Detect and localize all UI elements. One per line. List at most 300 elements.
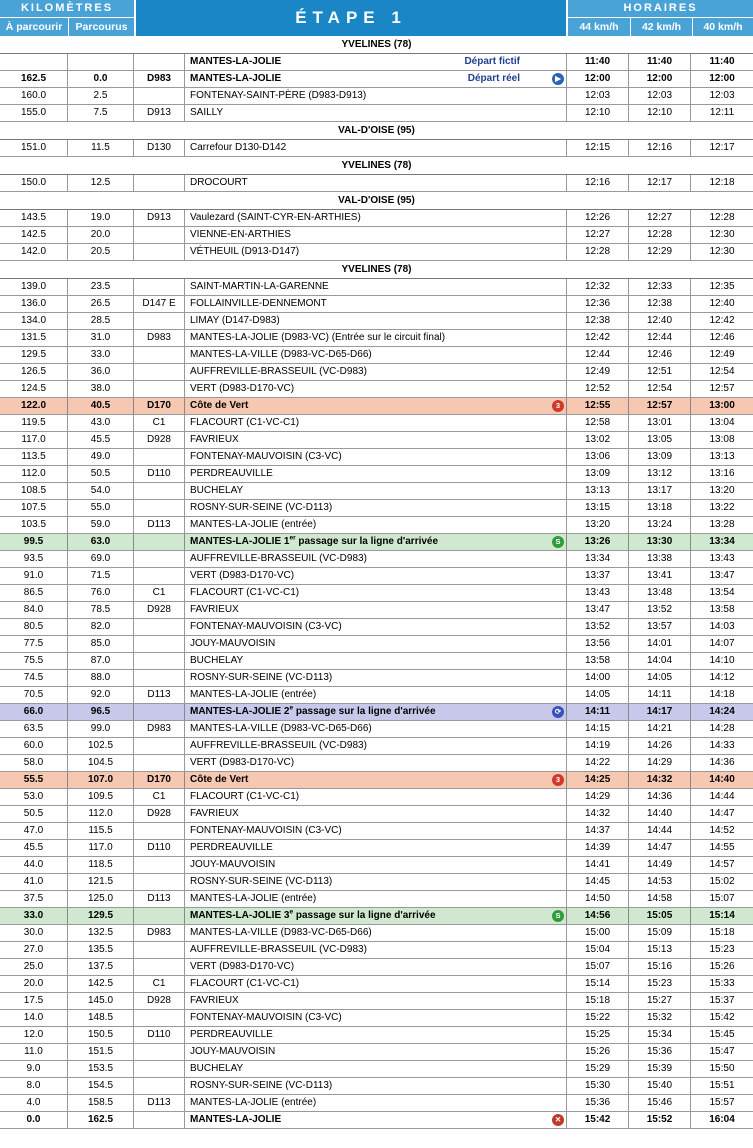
- place-cell: [185, 54, 567, 70]
- place-name: FLACOURT (C1-VC-C1): [190, 587, 300, 598]
- place-cell: [185, 140, 567, 156]
- time-44: 12:42: [567, 330, 629, 346]
- time-44: 15:26: [567, 1044, 629, 1060]
- km-a-parcourir: 17.5: [0, 993, 68, 1009]
- time-42: 12:16: [629, 140, 691, 156]
- place-name: MANTES-LA-JOLIE: [190, 56, 282, 67]
- time-44: 14:11: [567, 704, 629, 720]
- km-parcourus: 0.0: [68, 71, 134, 87]
- km-a-parcourir: 4.0: [0, 1095, 68, 1111]
- time-42: 15:13: [629, 942, 691, 958]
- table-row: [0, 959, 753, 976]
- department-header: YVELINES (78): [0, 261, 753, 279]
- place-name: BUCHELAY: [190, 655, 244, 666]
- time-44: 13:20: [567, 517, 629, 533]
- km-parcourus: 36.0: [68, 364, 134, 380]
- km-a-parcourir: 47.0: [0, 823, 68, 839]
- km-parcourus: 7.5: [68, 105, 134, 121]
- place-cell: [185, 670, 567, 686]
- time-44: 12:58: [567, 415, 629, 431]
- time-40: 13:00: [709, 400, 735, 411]
- road-number: D110: [134, 840, 185, 856]
- road-number: [134, 279, 185, 295]
- place-name: Côte de Vert: [190, 774, 249, 785]
- time-44: 15:36: [567, 1095, 629, 1111]
- km-a-parcourir: 14.0: [0, 1010, 68, 1026]
- time-42: 12:00: [629, 71, 691, 87]
- km-parcourus: 54.0: [68, 483, 134, 499]
- road-number: [134, 244, 185, 260]
- place-name: PERDREAUVILLE: [190, 1029, 273, 1040]
- table-row: [0, 432, 753, 449]
- road-number: [134, 942, 185, 958]
- place-cell: [185, 704, 567, 720]
- place-cell: [185, 874, 567, 890]
- time-44: 12:55: [567, 398, 629, 414]
- km-parcourus: 158.5: [68, 1095, 134, 1111]
- time-44: 15:29: [567, 1061, 629, 1077]
- time-40: 14:36: [709, 757, 735, 768]
- km-parcourus: 102.5: [68, 738, 134, 754]
- km-parcourus: 11.5: [68, 140, 134, 156]
- km-a-parcourir: 117.0: [0, 432, 68, 448]
- table-row: [0, 942, 753, 959]
- time-42: 12:28: [629, 227, 691, 243]
- km-a-parcourir: 131.5: [0, 330, 68, 346]
- time-40: 15:14: [709, 910, 735, 921]
- place-name: JOUY-MAUVOISIN: [190, 859, 276, 870]
- place-name: FLACOURT (C1-VC-C1): [190, 417, 300, 428]
- place-cell: [185, 279, 567, 295]
- road-number: D130: [134, 140, 185, 156]
- km-parcourus: 2.5: [68, 88, 134, 104]
- parcourus-header: Parcourus: [68, 18, 134, 36]
- time-44: 12:27: [567, 227, 629, 243]
- kilometres-title: KILOMÈTRES: [0, 0, 134, 18]
- time-40: 12:30: [709, 229, 735, 240]
- time-42: 15:39: [629, 1061, 691, 1077]
- time-42: 13:17: [629, 483, 691, 499]
- road-number: [134, 88, 185, 104]
- km-a-parcourir: 11.0: [0, 1044, 68, 1060]
- passage-number: 1: [281, 536, 290, 547]
- place-name: VERT (D983-D170-VC): [190, 961, 295, 972]
- place-name: AUFFREVILLE-BRASSEUIL (VC-D983): [190, 553, 367, 564]
- km-a-parcourir: 33.0: [0, 908, 68, 924]
- road-number: [134, 364, 185, 380]
- place-cell: [185, 244, 567, 260]
- road-number: [134, 500, 185, 516]
- time-40: 14:52: [709, 825, 735, 836]
- place-cell: [185, 398, 567, 414]
- road-number: [134, 908, 185, 924]
- km-parcourus: 142.5: [68, 976, 134, 992]
- km-parcourus: 150.5: [68, 1027, 134, 1043]
- place-name: BUCHELAY: [190, 1063, 244, 1074]
- place-name: SAINT-MARTIN-LA-GARENNE: [190, 281, 329, 292]
- time-40: 14:57: [709, 859, 735, 870]
- km-parcourus: 104.5: [68, 755, 134, 771]
- time-44: 12:10: [567, 105, 629, 121]
- horaires-title: HORAIRES: [568, 0, 753, 18]
- km-a-parcourir: 12.0: [0, 1027, 68, 1043]
- place-cell: [185, 432, 567, 448]
- road-number: [134, 449, 185, 465]
- km-parcourus: 162.5: [68, 1112, 134, 1128]
- place-name: FLACOURT (C1-VC-C1): [190, 791, 300, 802]
- time-42: 12:38: [629, 296, 691, 312]
- time-40: 13:04: [709, 417, 735, 428]
- time-40: 14:44: [709, 791, 735, 802]
- time-40: 14:40: [709, 774, 735, 785]
- km-a-parcourir: 126.5: [0, 364, 68, 380]
- table-row: [0, 105, 753, 122]
- kilometres-header: [0, 0, 134, 36]
- table-row: [0, 534, 753, 551]
- table-row: [0, 364, 753, 381]
- time-42: 15:34: [629, 1027, 691, 1043]
- passage-ordinal: er: [289, 534, 296, 542]
- road-number: D928: [134, 993, 185, 1009]
- km-a-parcourir: 103.5: [0, 517, 68, 533]
- time-40: 13:58: [709, 604, 735, 615]
- time-42: 13:09: [629, 449, 691, 465]
- km-a-parcourir: 8.0: [0, 1078, 68, 1094]
- road-number: C1: [134, 415, 185, 431]
- table-row: [0, 585, 753, 602]
- time-42: 15:23: [629, 976, 691, 992]
- place-name: PERDREAUVILLE: [190, 468, 273, 479]
- place-cell: [185, 568, 567, 584]
- km-a-parcourir: 112.0: [0, 466, 68, 482]
- road-number: D913: [134, 105, 185, 121]
- road-number: [134, 1078, 185, 1094]
- road-number: D110: [134, 1027, 185, 1043]
- km-a-parcourir: 162.5: [0, 71, 68, 87]
- time-42: 12:27: [629, 210, 691, 226]
- table-row: [0, 789, 753, 806]
- road-number: [134, 1044, 185, 1060]
- department-header: VAL-D'OISE (95): [0, 192, 753, 210]
- table-row: [0, 313, 753, 330]
- time-44: 15:00: [567, 925, 629, 941]
- time-44: 12:44: [567, 347, 629, 363]
- km-a-parcourir: 60.0: [0, 738, 68, 754]
- time-44: 15:22: [567, 1010, 629, 1026]
- km-a-parcourir: 86.5: [0, 585, 68, 601]
- a-parcourir-header: À parcourir: [5, 21, 63, 33]
- time-42: 14:17: [629, 704, 691, 720]
- km-a-parcourir: 122.0: [0, 398, 68, 414]
- table-row: [0, 244, 753, 261]
- road-number: [134, 636, 185, 652]
- place-name: VERT (D983-D170-VC): [190, 383, 295, 394]
- place-name: MANTES-LA-VILLE (D983-VC-D65-D66): [190, 349, 372, 360]
- time-42: 14:40: [629, 806, 691, 822]
- time-40: 13:08: [709, 434, 735, 445]
- table-row: [0, 772, 753, 789]
- place-cell: [185, 175, 567, 191]
- place-cell: [185, 738, 567, 754]
- km-a-parcourir: 66.0: [0, 704, 68, 720]
- km-parcourus: 49.0: [68, 449, 134, 465]
- time-44: 13:09: [567, 466, 629, 482]
- road-number: [134, 653, 185, 669]
- place-name: MANTES-LA-VILLE (D983-VC-D65-D66): [190, 723, 372, 734]
- time-44: 14:32: [567, 806, 629, 822]
- time-42: 15:16: [629, 959, 691, 975]
- road-number: [134, 381, 185, 397]
- time-42: 15:46: [629, 1095, 691, 1111]
- table-row: [0, 687, 753, 704]
- km-a-parcourir: 55.5: [0, 772, 68, 788]
- table-row: [0, 54, 753, 71]
- km-a-parcourir: 9.0: [0, 1061, 68, 1077]
- km-a-parcourir: 63.5: [0, 721, 68, 737]
- road-number: C1: [134, 976, 185, 992]
- km-parcourus: 40.5: [68, 398, 134, 414]
- km-parcourus: 129.5: [68, 908, 134, 924]
- km-a-parcourir: 45.5: [0, 840, 68, 856]
- time-42: 13:18: [629, 500, 691, 516]
- sprint-icon: S: [552, 536, 564, 548]
- time-42: 13:12: [629, 466, 691, 482]
- km-a-parcourir: 75.5: [0, 653, 68, 669]
- km-a-parcourir: 27.0: [0, 942, 68, 958]
- time-44: 12:16: [567, 175, 629, 191]
- time-44: 13:52: [567, 619, 629, 635]
- time-42: 13:05: [629, 432, 691, 448]
- time-44: 13:02: [567, 432, 629, 448]
- km-parcourus: 145.0: [68, 993, 134, 1009]
- place-name: FONTENAY-MAUVOISIN (C3-VC): [190, 825, 342, 836]
- time-40: 13:22: [709, 502, 735, 513]
- table-row: [0, 1061, 753, 1078]
- time-44: 13:56: [567, 636, 629, 652]
- time-40: 15:47: [709, 1046, 735, 1057]
- time-44: 12:32: [567, 279, 629, 295]
- place-cell: [185, 449, 567, 465]
- place-name: Carrefour D130-D142: [190, 142, 287, 153]
- place-cell: [185, 517, 567, 533]
- table-row: [0, 71, 753, 88]
- km-parcourus: 109.5: [68, 789, 134, 805]
- passage-number: 3: [281, 910, 290, 921]
- place-cell: [185, 1027, 567, 1043]
- table-row: [0, 704, 753, 721]
- place-cell: [185, 721, 567, 737]
- horaires-header: [568, 0, 753, 36]
- time-42: 12:44: [629, 330, 691, 346]
- table-row: [0, 483, 753, 500]
- time-44: 14:05: [567, 687, 629, 703]
- time-42: 14:11: [629, 687, 691, 703]
- place-cell: [185, 806, 567, 822]
- time-44: 13:34: [567, 551, 629, 567]
- table-row: [0, 619, 753, 636]
- time-44: 13:58: [567, 653, 629, 669]
- km-a-parcourir: 93.5: [0, 551, 68, 567]
- road-number: [134, 874, 185, 890]
- table-row: [0, 636, 753, 653]
- road-number: D983: [134, 330, 185, 346]
- time-44: 14:25: [567, 772, 629, 788]
- km-parcourus: 45.5: [68, 432, 134, 448]
- time-40: 15:51: [709, 1080, 735, 1091]
- place-name: MANTES-LA-JOLIE: [190, 910, 282, 921]
- time-44: 13:47: [567, 602, 629, 618]
- table-row: [0, 140, 753, 157]
- road-number: [134, 54, 185, 70]
- km-parcourus: 20.0: [68, 227, 134, 243]
- time-44: 13:15: [567, 500, 629, 516]
- time-42: 12:40: [629, 313, 691, 329]
- table-row: [0, 330, 753, 347]
- time-44: 14:19: [567, 738, 629, 754]
- time-42: 12:33: [629, 279, 691, 295]
- place-name: DROCOURT: [190, 177, 248, 188]
- road-number: [134, 857, 185, 873]
- place-cell: [185, 925, 567, 941]
- lap-icon: ⟳: [552, 706, 564, 718]
- table-row: [0, 381, 753, 398]
- table-row: [0, 449, 753, 466]
- time-40: 12:18: [709, 177, 735, 188]
- time-42: 13:30: [629, 534, 691, 550]
- km-parcourus: 23.5: [68, 279, 134, 295]
- time-42: 14:47: [629, 840, 691, 856]
- department-header: VAL-D'OISE (95): [0, 122, 753, 140]
- time-44: 12:49: [567, 364, 629, 380]
- time-40: 12:11: [709, 107, 735, 118]
- time-40: 15:57: [709, 1097, 735, 1108]
- km-a-parcourir: 84.0: [0, 602, 68, 618]
- table-row: [0, 755, 753, 772]
- time-42: 13:52: [629, 602, 691, 618]
- time-44: 12:03: [567, 88, 629, 104]
- km-a-parcourir: 44.0: [0, 857, 68, 873]
- passage-ordinal: e: [289, 908, 294, 916]
- km-parcourus: 26.5: [68, 296, 134, 312]
- table-row: [0, 466, 753, 483]
- km-a-parcourir: 41.0: [0, 874, 68, 890]
- table-row: [0, 1095, 753, 1112]
- time-44: 15:18: [567, 993, 629, 1009]
- place-cell: [185, 500, 567, 516]
- time-44: 15:14: [567, 976, 629, 992]
- km-parcourus: 117.0: [68, 840, 134, 856]
- time-40: 15:02: [709, 876, 735, 887]
- road-number: [134, 227, 185, 243]
- place-cell: [185, 71, 567, 87]
- place-name: BUCHELAY: [190, 485, 244, 496]
- table-row: [0, 398, 753, 415]
- road-number: D113: [134, 687, 185, 703]
- depart-note: Départ réel: [467, 73, 520, 84]
- time-40: 14:10: [709, 655, 735, 666]
- road-number: [134, 313, 185, 329]
- place-cell: [185, 755, 567, 771]
- time-40: 12:30: [709, 246, 735, 257]
- km-a-parcourir: 107.5: [0, 500, 68, 516]
- passage-note: passage sur la ligne d'arrivée: [293, 910, 436, 921]
- km-a-parcourir: 91.0: [0, 568, 68, 584]
- time-42: 12:46: [629, 347, 691, 363]
- place-cell: [185, 1010, 567, 1026]
- time-44: 13:37: [567, 568, 629, 584]
- place-cell: [185, 1061, 567, 1077]
- time-42: 14:05: [629, 670, 691, 686]
- km-parcourus: 118.5: [68, 857, 134, 873]
- place-name: AUFFREVILLE-BRASSEUIL (VC-D983): [190, 366, 367, 377]
- time-40: 13:20: [709, 485, 735, 496]
- place-name: JOUY-MAUVOISIN: [190, 638, 276, 649]
- km-a-parcourir: 20.0: [0, 976, 68, 992]
- time-44: 15:07: [567, 959, 629, 975]
- time-42: 14:26: [629, 738, 691, 754]
- place-cell: [185, 585, 567, 601]
- place-name: FONTENAY-SAINT-PÈRE (D983-D913): [190, 90, 367, 101]
- place-name: MANTES-LA-JOLIE (entrée): [190, 519, 317, 530]
- km-parcourus: 28.5: [68, 313, 134, 329]
- time-40: 12:40: [709, 298, 735, 309]
- place-cell: [185, 789, 567, 805]
- time-42: 14:01: [629, 636, 691, 652]
- km-parcourus: 69.0: [68, 551, 134, 567]
- road-number: C1: [134, 789, 185, 805]
- place-name: MANTES-LA-JOLIE (D983-VC) (Entrée sur le circuit final): [190, 332, 446, 343]
- table-row: [0, 551, 753, 568]
- km-a-parcourir: 53.0: [0, 789, 68, 805]
- road-number: [134, 823, 185, 839]
- table-row: [0, 88, 753, 105]
- time-40: 13:43: [709, 553, 735, 564]
- table-row: [0, 415, 753, 432]
- place-name: FAVRIEUX: [190, 604, 239, 615]
- place-cell: [185, 1044, 567, 1060]
- time-42: 14:58: [629, 891, 691, 907]
- time-42: 14:49: [629, 857, 691, 873]
- km-a-parcourir: 155.0: [0, 105, 68, 121]
- table-row: [0, 738, 753, 755]
- time-40: 13:34: [709, 536, 735, 547]
- place-name: MANTES-LA-JOLIE: [190, 73, 282, 84]
- km-parcourus: 92.0: [68, 687, 134, 703]
- km-a-parcourir: 134.0: [0, 313, 68, 329]
- km-a-parcourir: 142.0: [0, 244, 68, 260]
- place-name: FONTENAY-MAUVOISIN (C3-VC): [190, 1012, 342, 1023]
- road-number: [134, 175, 185, 191]
- time-42: 15:40: [629, 1078, 691, 1094]
- time-44: 14:22: [567, 755, 629, 771]
- table-row: [0, 653, 753, 670]
- km-a-parcourir: 151.0: [0, 140, 68, 156]
- time-42: 14:44: [629, 823, 691, 839]
- place-name: FAVRIEUX: [190, 434, 239, 445]
- km-parcourus: 12.5: [68, 175, 134, 191]
- km-parcourus: 151.5: [68, 1044, 134, 1060]
- place-name: ROSNY-SUR-SEINE (VC-D113): [190, 876, 333, 887]
- km-a-parcourir: 0.0: [0, 1112, 68, 1128]
- km-parcourus: 96.5: [68, 704, 134, 720]
- place-cell: [185, 466, 567, 482]
- table-row: [0, 908, 753, 925]
- km-parcourus: 76.0: [68, 585, 134, 601]
- km-parcourus: 85.0: [68, 636, 134, 652]
- table-row: [0, 976, 753, 993]
- speed-42-header: 42 km/h: [630, 18, 692, 36]
- road-number: D928: [134, 806, 185, 822]
